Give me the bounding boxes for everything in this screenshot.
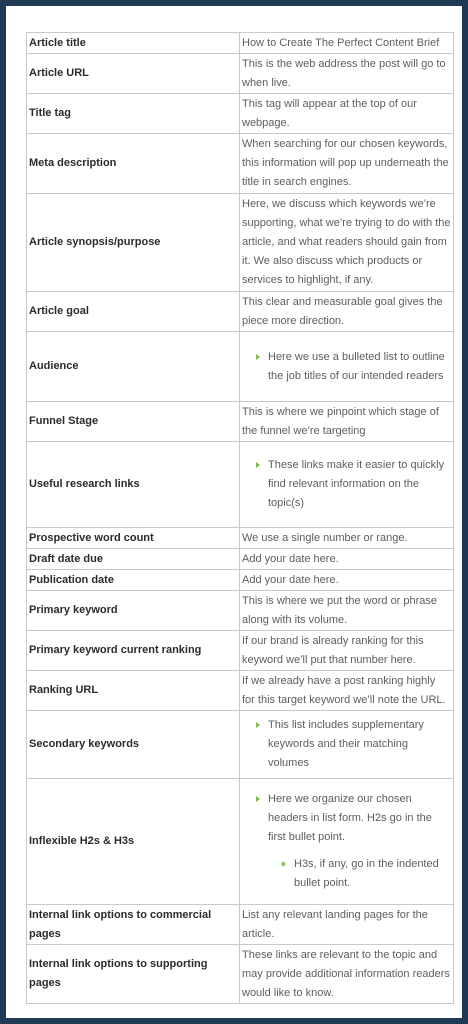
table-row xyxy=(27,54,454,94)
table-row xyxy=(27,945,454,1004)
table-row xyxy=(27,134,454,194)
row-label: Article URL xyxy=(27,54,240,94)
row-label: Article title xyxy=(27,33,240,54)
table-row xyxy=(27,591,454,631)
row-value xyxy=(240,332,454,402)
row-label: Useful research links xyxy=(27,442,240,528)
row-value: This is the web address the post will go to when live. xyxy=(240,54,454,94)
row-label: Internal link options to commercial pages xyxy=(27,905,240,945)
row-label: Publication date xyxy=(27,570,240,591)
row-label: Audience xyxy=(27,332,240,402)
row-value: This is where we put the word or phrase along with its volume. xyxy=(240,591,454,631)
content-brief-table xyxy=(26,32,454,1004)
row-value: Add your date here. xyxy=(240,549,454,570)
bullet-item: Here we organize our chosen headers in list form. H2s go in the first bullet point. xyxy=(242,790,451,847)
row-label: Article synopsis/purpose xyxy=(27,194,240,292)
table-row xyxy=(27,332,454,402)
table-row xyxy=(27,442,454,528)
bullet-list xyxy=(242,348,451,386)
bullet-list xyxy=(242,790,451,847)
bullet-item: Here we use a bulleted list to outline the job titles of our intended readers xyxy=(242,348,451,386)
table-row xyxy=(27,528,454,549)
bullet-list xyxy=(242,456,451,513)
row-value: How to Create The Perfect Content Brief xyxy=(240,33,454,54)
row-label: Meta description xyxy=(27,134,240,194)
bullet-item: These links make it easier to quickly find relevant information on the topic(s) xyxy=(242,456,451,513)
row-label: Primary keyword xyxy=(27,591,240,631)
row-label: Inflexible H2s & H3s xyxy=(27,779,240,905)
row-value: If we already have a post ranking highly for this target keyword we’ll note the URL. xyxy=(240,671,454,711)
table-row xyxy=(27,94,454,134)
row-label: Prospective word count xyxy=(27,528,240,549)
document-frame xyxy=(6,6,462,1018)
table-row xyxy=(27,33,454,54)
row-value: List any relevant landing pages for the article. xyxy=(240,905,454,945)
table-row xyxy=(27,671,454,711)
row-label: Title tag xyxy=(27,94,240,134)
row-label: Secondary keywords xyxy=(27,711,240,779)
table-row xyxy=(27,549,454,570)
table-row xyxy=(27,711,454,779)
table-row xyxy=(27,570,454,591)
bullet-list xyxy=(242,716,451,773)
row-label: Internal link options to supporting pages xyxy=(27,945,240,1004)
row-label: Article goal xyxy=(27,292,240,332)
row-value xyxy=(240,711,454,779)
row-label: Funnel Stage xyxy=(27,402,240,442)
table-row xyxy=(27,631,454,671)
row-value: If our brand is already ranking for this keyword we’ll put that number here. xyxy=(240,631,454,671)
row-label: Draft date due xyxy=(27,549,240,570)
row-value xyxy=(240,442,454,528)
row-value: Add your date here. xyxy=(240,570,454,591)
table-row xyxy=(27,905,454,945)
row-value: This clear and measurable goal gives the piece more direction. xyxy=(240,292,454,332)
row-value: Here, we discuss which keywords we’re supporting, what we’re trying to do with the article, and what readers should gain from it. We also discuss which products or services to highlight, if any. xyxy=(240,194,454,292)
table-row xyxy=(27,292,454,332)
row-value: We use a single number or range. xyxy=(240,528,454,549)
row-value: When searching for our chosen keywords, this information will pop up underneath the title in search engines. xyxy=(240,134,454,194)
indented-bullet-list xyxy=(242,855,451,893)
row-value: This tag will appear at the top of our webpage. xyxy=(240,94,454,134)
row-value xyxy=(240,779,454,905)
table-row xyxy=(27,194,454,292)
row-value: This is where we pinpoint which stage of the funnel we’re targeting xyxy=(240,402,454,442)
row-label: Ranking URL xyxy=(27,671,240,711)
table-row xyxy=(27,779,454,905)
bullet-item: This list includes supplementary keywords and their matching volumes xyxy=(242,716,451,773)
row-label: Primary keyword current ranking xyxy=(27,631,240,671)
bullet-item: H3s, if any, go in the indented bullet point. xyxy=(242,855,451,893)
row-value: These links are relevant to the topic and may provide additional information readers would like to know. xyxy=(240,945,454,1004)
table-row xyxy=(27,402,454,442)
